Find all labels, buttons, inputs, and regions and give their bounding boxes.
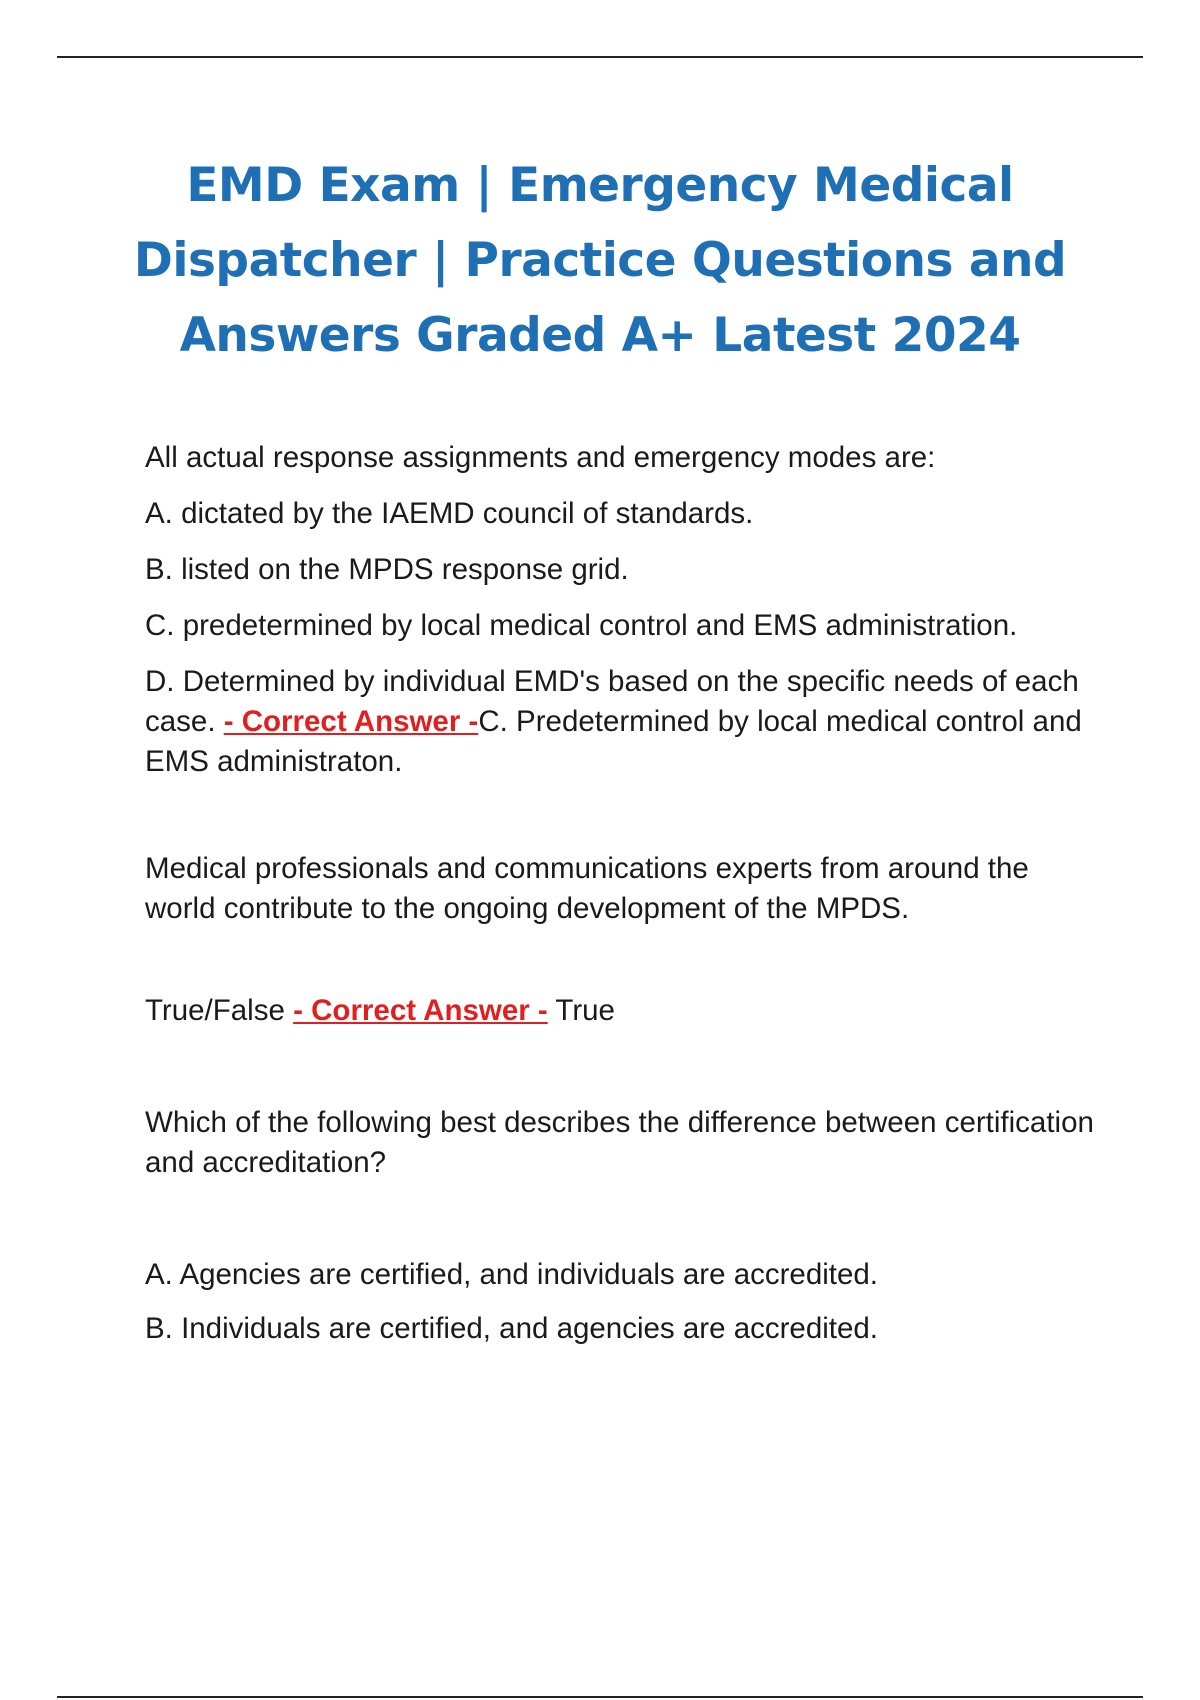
option-d: D. Determined by individual EMD's based on the specific needs of each case. (145, 665, 1079, 738)
correct-answer-marker: - Correct Answer - (293, 994, 548, 1027)
option-b: B. listed on the MPDS response grid. (145, 553, 629, 586)
question-block-3 (145, 1103, 1105, 1349)
correct-answer-text: True (555, 994, 615, 1027)
question-text: Which of the following best describes the difference between certification and accreditation? (145, 1106, 1094, 1179)
option-b: B. Individuals are certified, and agencies are accredited. (145, 1312, 879, 1345)
answer-line (145, 991, 1105, 1031)
document-title: EMD Exam | Emergency Medical Dispatcher | Practice Questions and Answers Graded A+ Latest 2024 (133, 158, 1067, 363)
option-a: A. dictated by the IAEMD council of standards. (145, 497, 754, 530)
option-c: C. predetermined by local medical control and EMS administration. (145, 609, 1018, 642)
question-text: Medical professionals and communications experts from around the world contribute to the ongoing development of the MPDS. (145, 852, 1029, 925)
correct-answer-text: C. Predetermined by local medical control and EMS administraton. (145, 705, 1082, 778)
option-d-with-answer (145, 662, 1105, 782)
question-text: All actual response assignments and emergency modes are: (145, 441, 936, 474)
document-body (145, 438, 1105, 1349)
question-block-1 (145, 438, 1105, 782)
top-divider (57, 56, 1143, 58)
correct-answer-marker: - Correct Answer - (223, 705, 479, 738)
option-a: A. Agencies are certified, and individuals are accredited. (145, 1258, 879, 1291)
bottom-divider (57, 1696, 1143, 1698)
true-false-prompt: True/False (145, 994, 285, 1027)
question-block-2 (145, 849, 1105, 1031)
